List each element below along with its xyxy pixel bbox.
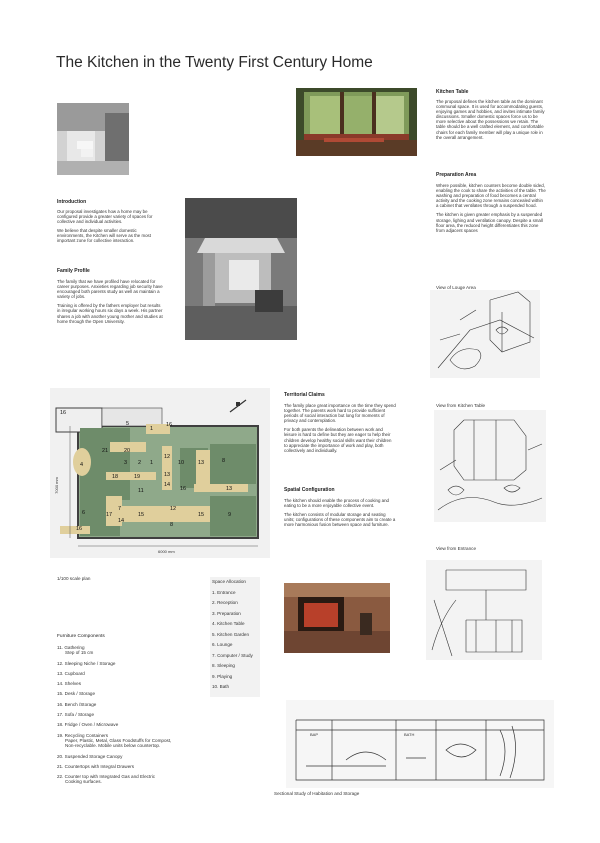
stair-photo <box>57 103 129 175</box>
sectional-caption: Sectional Study of Habitation and Storage <box>274 791 360 796</box>
plan-label: 15 <box>198 512 205 518</box>
spatial-configuration-paragraph: The kitchen consists of modular storage and seating units; configurations of these components aim to create a more harmonious fusion between space and furniture. <box>284 512 396 528</box>
entrance-sketch <box>426 560 542 660</box>
furniture-item: 14. Shelves <box>57 681 82 687</box>
spatial-configuration-heading: Spatial Configuration <box>284 487 335 493</box>
spatial-configuration-paragraph: The kitchen should enable the process of cooking and eating to be a more enjoyable collective event. <box>284 498 389 509</box>
furniture-item: 17. Sofa / Storage <box>57 712 95 718</box>
interior-photo <box>185 198 297 340</box>
floor-plan-panel <box>50 388 270 558</box>
sketch-label-bath: BATH <box>404 732 415 737</box>
furniture-item: 15. Desk / Storage <box>57 691 96 697</box>
page-title: The Kitchen in the Twenty First Century Home <box>56 54 373 71</box>
territorial-claims-text <box>284 403 396 457</box>
space-allocation-item: 6. Lounge <box>212 642 233 647</box>
plan-dimension-horizontal: 6000 mm <box>158 549 175 554</box>
space-allocation-item: 5. Kitchen Garden <box>212 631 250 637</box>
furniture-item: 16. Bench /Storage <box>57 701 97 707</box>
plan-label: 19 <box>134 474 141 480</box>
kitchen-table-text <box>436 99 546 144</box>
plan-label: 16 <box>166 422 173 428</box>
plan-label: 6 <box>82 510 86 516</box>
space-allocation-item: 1. Entrance <box>212 589 236 595</box>
preparation-area-heading: Preparation Area <box>436 172 477 178</box>
plan-label: 8 <box>222 458 226 464</box>
furniture-item: 20. Suspended Storage Canopy <box>57 753 123 759</box>
plan-label: 17 <box>106 512 113 518</box>
plan-label: 3 <box>124 460 128 466</box>
plan-label: 10 <box>178 460 185 466</box>
preparation-area-paragraph: Where possible, kitchen counters become double sided, enabling the cook to share the activities of the table. The washing and preparation of food becomes a central activity and the cooking zone remains concealed within a cabinet that ventilates through a suspended hood. <box>436 183 546 209</box>
territorial-claims-paragraph: For both parents the delineation between work and leisure is hard to define but they are eager to help their children develop healthy social skills want their children to appreciate the importance of work and play, both collectively and individually. <box>284 427 392 453</box>
space-allocation-item: 2. Reception <box>212 600 238 605</box>
furniture-item: 21. Countertops with Integral Drawers <box>57 763 135 769</box>
entrance-caption: View from Entrance <box>436 546 477 551</box>
plan-label: 13 <box>226 486 233 492</box>
plan-label: 8 <box>170 522 174 528</box>
plan-label: 21 <box>102 448 109 454</box>
kitchen-table-photo <box>296 88 417 156</box>
introduction-paragraph: Our proposal investigates how a home may be configured provide a greater variety of spaces for collective and individual activities. <box>57 209 153 225</box>
kitchen-table-heading: Kitchen Table <box>436 89 469 95</box>
plan-label: 7 <box>118 506 122 512</box>
space-allocation-item: 3. Preparation <box>212 610 241 616</box>
plan-label: 12 <box>164 454 171 460</box>
plan-label: 1 <box>150 426 154 432</box>
plan-label: 13 <box>198 460 205 466</box>
plan-label: 13 <box>164 472 171 478</box>
furniture-item: 12. Sleeping Niche / Storage <box>57 660 116 666</box>
spatial-configuration-text <box>284 498 396 531</box>
introduction-paragraph: We believe that despite smaller domestic environments, the Kitchen will serve as the most important zone for collective interaction. <box>57 228 151 244</box>
plan-label: 14 <box>164 482 171 488</box>
plan-label: 2 <box>138 460 142 466</box>
kitchen-table-paragraph: The proposal defines the kitchen table as the dominant communal space. It is used for accommodating guests, enjoying games and hobbies, and invites intimate family discussions. Smaller domestic spaces force us to be more selective about the possessions we retain. The table should be a well crafted element, and comfortable chairs for each family member will play a unique role in the overall arrangement. <box>436 99 545 140</box>
scale-caption: 1/100 scale plan <box>57 576 91 581</box>
fireplace-photo <box>284 583 390 653</box>
plan-label: 14 <box>118 518 125 524</box>
plan-label: 5 <box>126 421 130 427</box>
plan-label: 9 <box>228 512 232 518</box>
kitchen-table-caption: View from Kitchen Table <box>436 403 486 408</box>
space-allocation-item: 8. Sleeping <box>212 663 235 668</box>
space-allocation-item: 9. Playing <box>212 673 233 679</box>
preparation-area-paragraph: The kitchen is given greater emphasis by a suspended storage, lighing and ventilation canopy. Despite a small floor area, the reduced height differentiates this zone from adjacent spaces <box>436 212 543 233</box>
plan-label: 15 <box>138 512 145 518</box>
furniture-list <box>57 645 197 790</box>
plan-label: 18 <box>112 474 119 480</box>
space-allocation-item: 4. Kitchen Table <box>212 621 245 626</box>
family-profile-paragraph: Training is offered by the fathers employer but results in irregular working hours six days a week. His partner shares a job with another young mother and studies at home through the Open University. <box>57 303 163 324</box>
plan-dimension-vertical: 7000 mm <box>53 477 59 494</box>
furniture-item: 11. Gathering Step of 15 cm <box>57 645 94 656</box>
louge-sketch <box>430 290 540 378</box>
louge-caption: View of Louge Area <box>436 285 476 290</box>
sectional-sketch <box>286 700 554 788</box>
plan-label: 1 <box>150 460 154 466</box>
furniture-item: 13. Cupboard <box>57 670 85 676</box>
plan-label: 11 <box>138 488 144 494</box>
furniture-heading: Furniture Components <box>57 634 105 639</box>
furniture-item: 19. Recycling Containers Paper, Plastic, Metal, Glass Foodstuffs for Compost, Non-recyclable. Mobile units below countertop. <box>57 732 172 749</box>
plan-label: 16 <box>180 486 187 492</box>
furniture-item: 18. Fridge / Oven / Microwave <box>57 722 119 728</box>
territorial-claims-paragraph: The family place great importance on the time they spend together. The parents work hard to provide sufficient periods of social interaction but long for moments of privacy and contemplation. <box>284 403 396 424</box>
family-profile-text <box>57 279 165 328</box>
family-profile-heading: Family Profile <box>57 268 90 274</box>
furniture-item: 22. Counter top with Integrated Gas and Electric Cooking surfaces. <box>57 774 156 785</box>
space-allocation-panel <box>210 577 260 697</box>
space-allocation-item: 10. Bath <box>212 684 230 689</box>
plan-label: 16 <box>60 410 67 416</box>
sketch-label-bap: BAP <box>310 732 319 737</box>
introduction-heading: Introduction <box>57 199 87 205</box>
kitchen-table-sketch <box>434 410 546 522</box>
plan-label: 4 <box>80 462 84 468</box>
plan-label: 12 <box>170 506 177 512</box>
space-allocation-item: 7. Computer / Study <box>212 652 253 658</box>
introduction-text <box>57 209 165 248</box>
territorial-claims-heading: Territorial Claims <box>284 392 325 398</box>
plan-label: 16 <box>76 526 83 532</box>
space-allocation-heading: Space Allocation <box>212 579 246 584</box>
plan-room-labels <box>50 388 270 558</box>
plan-label: 20 <box>124 448 131 454</box>
family-profile-paragraph: The family that we have profiled have relocated for career purposes. Anxieties regarding job security have encouraged both parents study as well as maintain a variety of jobs. <box>57 279 163 300</box>
preparation-area-text <box>436 183 546 237</box>
